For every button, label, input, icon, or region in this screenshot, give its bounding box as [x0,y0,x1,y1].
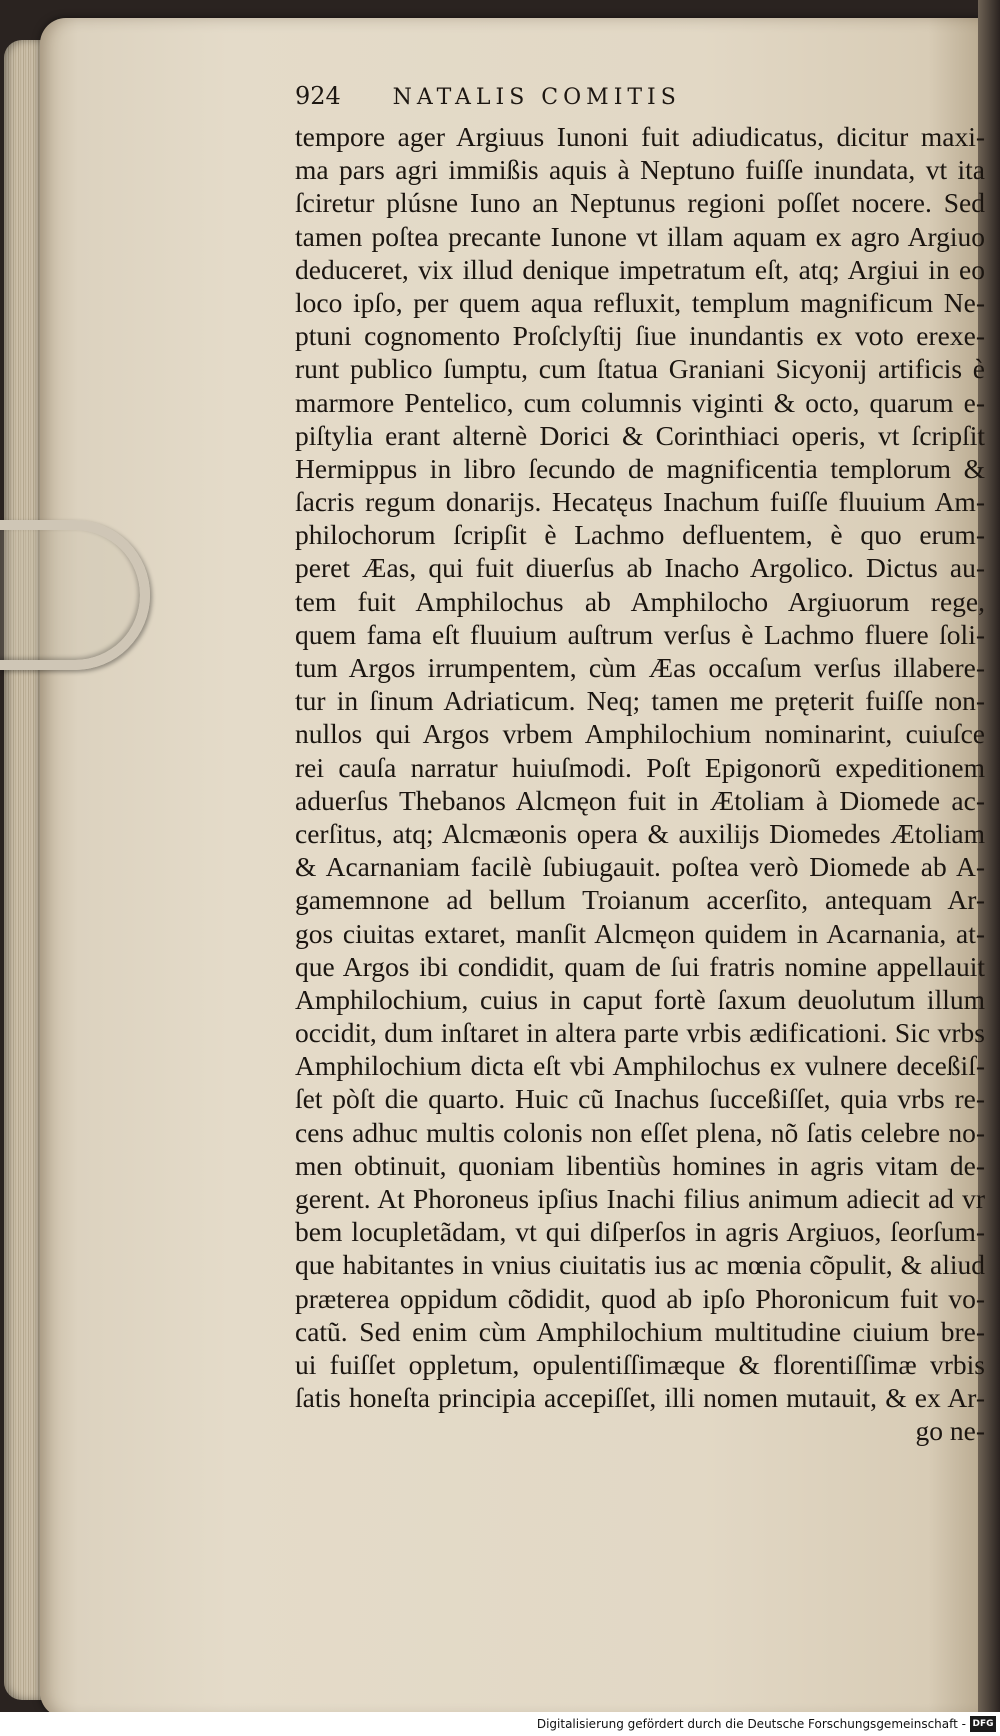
text-line: Hermippus in libro ſecundo de magnificentia templorum & [295,452,985,484]
text-line: deduceret, vix illud denique impetratum eſt, atq; Argiui in eo [295,253,985,285]
text-line: rei cauſa narratur huiuſmodi. Poſt Epigonorũ expeditionem [295,751,985,783]
text-line: præterea oppidum cõdidit, quod ab ipſo Phoronicum fuit vo- [295,1282,985,1314]
text-line: ui fuiſſet oppletum, opulentiſſimæque & florentiſſimæ vrbis [295,1348,985,1380]
text-line: philochorum ſcripſit è Lachmo defluentem, è quo erum- [295,519,985,551]
credit-text: Digitalisierung gefördert durch die Deutsche Forschungsgemeinschaft - [536,1717,966,1731]
text-line: ſet pòſt die quarto. Huic cũ Inachus ſucceßiſſet, quia vrbs re- [295,1083,985,1115]
text-line: men obtinuit, quoniam libentiùs homines in agris vitam de- [295,1149,985,1181]
text-line: ſacris regum donarijs. Hecatęus Inachum fuiſſe fluuium Am- [295,486,985,518]
text-line: ptuni cognomento Proſclyſtij ſiue inundantis ex voto erexe- [295,320,985,352]
running-head [295,82,995,118]
text-line: loco ipſo, per quem aqua refluxit, templum magnificum Ne- [295,286,985,318]
text-line: piſtylia erant alternè Dorici & Corinthiaci operis, vt ſcripſit [295,419,985,451]
text-line: Amphilochium, cuius in caput fortè ſaxum deuolutum illum [295,983,985,1015]
text-line: occidit, dum inſtaret in altera parte vrbis ædificationi. Sic vrbs [295,1017,985,1049]
dfg-logo: DFG [970,1716,996,1732]
text-line: gamemnone ad bellum Troianum accerſito, antequam Ar- [295,884,985,916]
page-number: 924 [295,82,341,110]
body-text [295,120,985,1448]
text-line: cens adhuc multis colonis non eſſet plena, nõ ſatis celebre no- [295,1116,985,1148]
digitization-credit [0,1712,1000,1736]
text-line: tamen poſtea precante Iunone vt illam aquam ex agro Argiuo [295,220,985,252]
text-line: cerſitus, atq; Alcmæonis opera & auxilijs Diomedes Ætoliam [295,817,985,849]
text-line: runt publico ſumptu, cum ſtatua Graniani Sicyonij artificis è [295,353,985,385]
text-line: ma pars agri immißis aquis à Neptuno fuiſſe inundata, vt ita [295,154,985,186]
text-line: tempore ager Argiuus Iunoni fuit adiudicatus, dicitur maxi- [295,121,985,152]
header-title: NATALIS COMITIS [392,85,681,110]
text-line: tur in ſinum Adriaticum. Neq; tamen me pręterit fuiſſe non- [295,685,985,717]
text-line: que habitantes in vnius ciuitatis ius ac mœnia cõpulit, & aliud [295,1249,985,1281]
text-line: bem locupletãdam, vt qui diſperſos in agris Argiuos, ſeorſum- [295,1216,985,1248]
text-line: catũ. Sed enim cùm Amphilochium multitudine ciuium bre- [295,1315,985,1347]
text-line: Amphilochium dicta eſt vbi Amphilochus ex vulnere deceßiſ- [295,1050,985,1082]
text-line: quem fama eſt fluuium auſtrum verſus è Lachmo fluere ſoli- [295,618,985,650]
text-line: ſatis honeſta principia accepiſſet, illi nomen mutauit, & ex Ar- [295,1382,985,1414]
text-line: aduerſus Thebanos Alcmęon fuit in Ætoliam à Diomede ac- [295,784,985,816]
text-line: ſciretur plúsne Iuno an Neptunus regioni poſſet nocere. Sed [295,187,985,219]
text-line: gerent. At Phoroneus ipſius Inachi filius animum adiecit ad vr [295,1183,985,1214]
text-line: marmore Pentelico, cum columnis viginti & octo, quarum e- [295,386,985,418]
book-clasp [0,520,150,670]
text-line: & Acarnaniam facilè ſubiugauit. poſtea verò Diomede ab A- [295,851,985,883]
text-line: peret Æas, qui fuit diuerſus ab Inacho Argolico. Dictus au- [295,552,985,584]
text-line: que Argos ibi condidit, quam de ſui fratris nomine appellauit [295,950,985,982]
text-line: nullos qui Argos vrbem Amphilochium nominarint, cuiuſce [295,718,985,750]
text-line: tem fuit Amphilochus ab Amphilocho Argiuorum rege, [295,585,985,617]
text-line: gos ciuitas extaret, manſit Alcmęon quidem in Acarnania, at- [295,917,985,949]
text-line: tum Argos irrumpentem, cùm Æas occaſum verſus illabere- [295,652,985,683]
catchword: go ne- [915,1415,985,1447]
